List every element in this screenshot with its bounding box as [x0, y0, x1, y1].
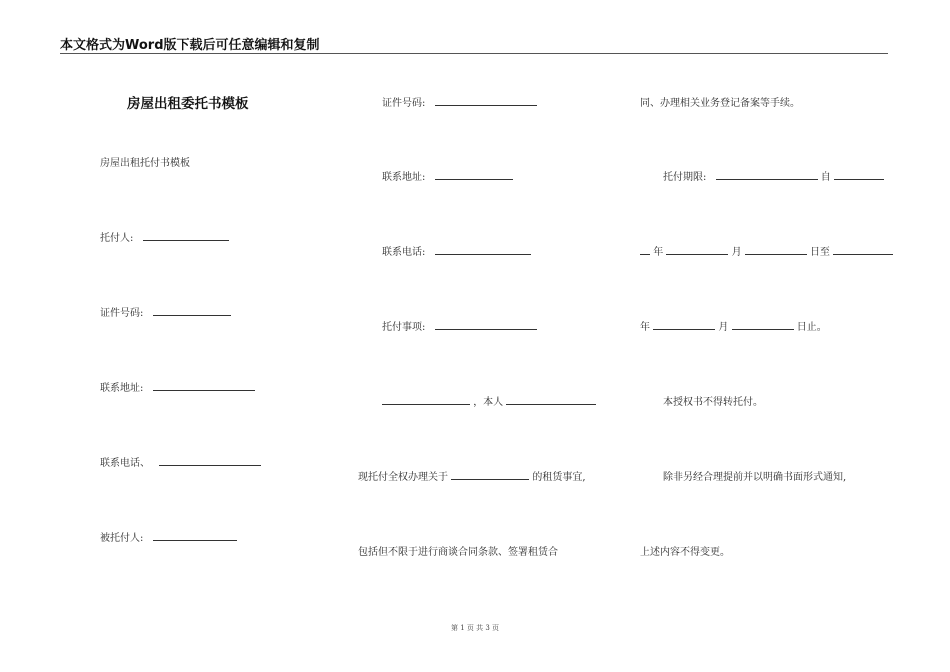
scope-continued: 同、办理相关业务登记备案等手续。 — [640, 98, 800, 109]
address-label-left: 联系地址: — [100, 383, 144, 394]
day-to-label: 日至 — [809, 247, 830, 258]
agent-blank — [153, 530, 237, 541]
period-label: 托付期限: — [663, 172, 707, 183]
period-blank — [716, 169, 818, 180]
authorize-row — [358, 468, 586, 483]
phone-row-left — [100, 454, 261, 469]
phone-row-mid — [382, 243, 531, 258]
self-row — [382, 393, 596, 408]
agent-row — [100, 529, 237, 544]
id-row-left — [100, 304, 231, 319]
period-row — [663, 168, 884, 183]
address-blank-left — [153, 380, 255, 391]
month-label-2: 月 — [718, 322, 729, 333]
id-blank-mid — [435, 95, 537, 106]
date-start-row — [640, 243, 893, 258]
id-label-left: 证件号码: — [100, 308, 144, 319]
unchanged-text: 上述内容不得变更。 — [640, 547, 730, 558]
principal-blank — [143, 230, 229, 241]
notice-text: 除非另经合理提前并以明确书面形式通知, — [663, 472, 847, 483]
end-label: 日止。 — [796, 322, 827, 333]
month-blank-2 — [653, 319, 715, 330]
id-row-mid — [382, 94, 537, 109]
year-label-2: 年 — [640, 322, 650, 333]
page-footer: 第 1 页 共 3 页 — [450, 624, 500, 632]
matter-label: 托付事项: — [382, 322, 426, 333]
page-header — [60, 34, 888, 54]
id-blank-left — [153, 305, 231, 316]
date-end-row — [640, 318, 827, 333]
year-label: 年 — [653, 247, 664, 258]
day-blank — [745, 244, 807, 255]
year-prefix-blank — [640, 244, 650, 255]
month-blank — [666, 244, 728, 255]
address-blank-mid — [435, 169, 513, 180]
scope-row: 包括但不限于进行商谈合同条款、签署租赁合 — [358, 547, 558, 558]
principal-row — [100, 229, 229, 244]
phone-blank-mid — [435, 244, 531, 255]
address-label-mid: 联系地址: — [382, 172, 426, 183]
authorize-text-post: 的租赁事宜, — [532, 472, 586, 483]
authorize-blank — [451, 469, 529, 480]
address-row-left — [100, 379, 255, 394]
document-title: 房屋出租委托书模板 — [127, 96, 249, 112]
period-from-blank — [834, 169, 884, 180]
phone-label-left: 联系电话、 — [100, 458, 150, 469]
day-blank-2 — [732, 319, 794, 330]
document-subtitle: 房屋出租托付书模板 — [100, 158, 190, 169]
month-label: 月 — [731, 247, 742, 258]
principal-label: 托付人: — [100, 233, 134, 244]
header-text: 本文格式为Word版下载后可任意编辑和复制 — [60, 38, 320, 53]
id-label-mid: 证件号码: — [382, 98, 426, 109]
agent-label: 被托付人: — [100, 533, 144, 544]
end-year-blank — [833, 244, 893, 255]
period-from: 自 — [820, 172, 831, 183]
self-blank-2 — [506, 394, 596, 405]
matter-row — [382, 318, 537, 333]
address-row-mid — [382, 168, 513, 183]
no-transfer-text: 本授权书不得转托付。 — [663, 397, 763, 408]
self-text: ，本人 — [473, 397, 504, 408]
matter-blank — [435, 319, 537, 330]
phone-blank-left — [159, 455, 261, 466]
phone-label-mid: 联系电话: — [382, 247, 426, 258]
self-blank-1 — [382, 394, 470, 405]
authorize-text-pre: 现托付全权办理关于 — [358, 472, 448, 483]
